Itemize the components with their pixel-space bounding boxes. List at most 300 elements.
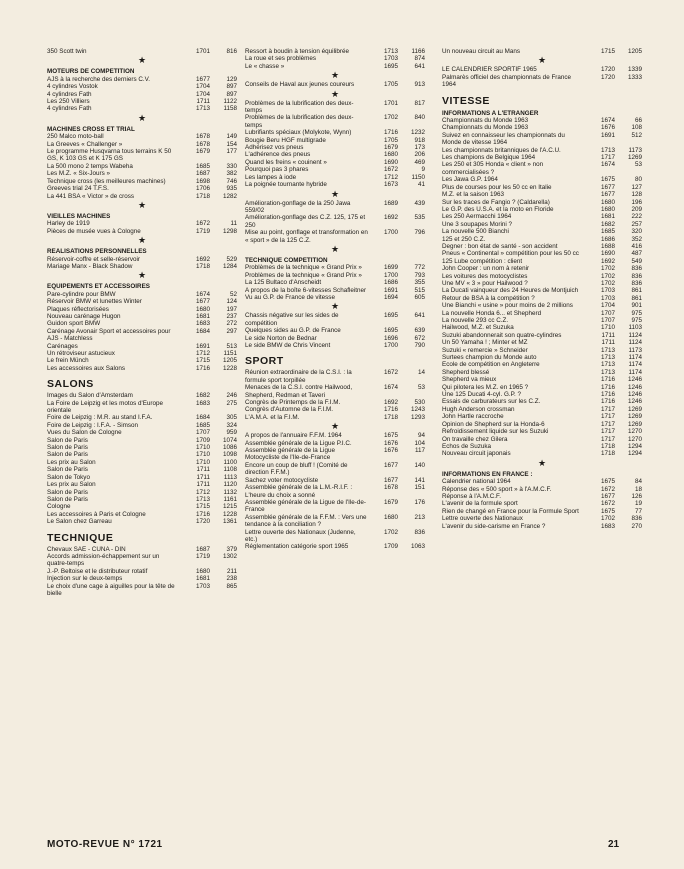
index-entry <box>47 133 237 140</box>
entry-title: Mise au point, gonflage et transformation en « sport » de la 125 C.Z. <box>245 229 368 244</box>
page-ref: 529 <box>226 255 237 263</box>
entry-title: Problèmes de la lubrification des deux-temps <box>245 114 354 129</box>
entry-title: Les accessoires aux Salons <box>47 364 126 372</box>
issue-number: 1688 <box>600 242 615 250</box>
index-entry <box>245 137 425 144</box>
entry-title: Le Salon chez Garreau <box>47 518 112 526</box>
index-entry <box>442 236 642 243</box>
issue-number: 1713 <box>600 146 615 154</box>
subsection-heading: REALISATIONS PERSONNELLES <box>47 248 147 256</box>
page-ref: 1122 <box>223 98 237 106</box>
entry-title: Le programme Husqvarna tous terrains K 50 GS, K 103 GS et K 175 GS <box>47 148 172 163</box>
entry-title: Le choix d'une cage à aiguilles pour la tête de bielle <box>47 582 175 597</box>
page-ref: 41 <box>417 181 425 189</box>
entry-title: Les voitures des motocyclistes <box>442 272 528 280</box>
issue-number: 1684 <box>195 414 210 422</box>
magazine-issue-label: MOTO-REVUE N° 1721 <box>47 839 163 850</box>
index-entry <box>442 428 642 435</box>
page-ref: 1282 <box>222 192 237 200</box>
page-ref: 1132 <box>223 488 237 496</box>
entry-title: Réponse à l'A.M.C.F. <box>442 492 501 500</box>
page-ref: 173 <box>414 144 425 152</box>
entry-title: Championnats du Monde 1963 <box>442 124 529 132</box>
index-entry <box>245 48 425 55</box>
index-entry <box>245 100 425 115</box>
issue-number: 1690 <box>600 250 615 258</box>
page-ref: 1269 <box>627 413 642 421</box>
page-ref: 918 <box>414 136 425 144</box>
entry-title: Chassis négative sur les sides de compétition <box>245 312 339 327</box>
page-ref: 530 <box>414 399 425 407</box>
issue-number: 1711 <box>196 466 210 474</box>
page-ref: 746 <box>226 177 237 185</box>
issue-number: 1685 <box>600 228 615 236</box>
issue-number: 1702 <box>600 279 615 287</box>
page-ref: 816 <box>226 48 237 55</box>
page-ref: 1298 <box>222 227 237 235</box>
page-ref: 151 <box>414 484 425 492</box>
issue-number: 1684 <box>195 327 210 335</box>
page-ref: 330 <box>226 162 237 170</box>
entry-title: 350 Scott twin <box>47 48 87 55</box>
issue-number: 1695 <box>383 312 398 320</box>
issue-number: 1696 <box>383 334 398 342</box>
star-divider-icon: ★ <box>330 243 340 254</box>
index-entry <box>245 181 425 188</box>
issue-number: 1683 <box>600 522 615 530</box>
index-entry <box>47 365 237 372</box>
issue-number: 1680 <box>195 567 210 575</box>
page-ref: 11 <box>230 220 237 228</box>
issue-number: 1710 <box>195 451 210 459</box>
entry-title: Accords admission-échappement sur un quatre-temps <box>47 552 160 568</box>
entry-title: J.-P. Beltoise et le distributeur rotatif <box>47 567 148 575</box>
page-ref: 196 <box>631 198 642 206</box>
index-entry <box>245 200 425 215</box>
entry-title: Menaces de la C.S.I. contre Hailwood, Shepherd, Redman et Taveri <box>245 384 353 399</box>
index-entry <box>442 384 642 391</box>
page-ref: 128 <box>631 191 642 199</box>
section-heading: SALONS <box>47 378 94 391</box>
issue-number: 1692 <box>383 399 398 407</box>
page-ref: 1284 <box>222 262 237 270</box>
issue-number: 1716 <box>195 510 210 518</box>
issue-number: 1712 <box>195 350 210 357</box>
index-entry <box>442 228 642 235</box>
page-ref: 9 <box>421 166 425 174</box>
index-entry <box>442 243 642 250</box>
page-ref: 513 <box>226 342 237 350</box>
page-ref: 1215 <box>222 503 237 511</box>
page-ref: 77 <box>634 507 642 515</box>
page-ref: 1173 <box>628 346 642 354</box>
entry-title: Refroidissement liquide sur les Suzuki <box>442 428 549 436</box>
issue-number: 1717 <box>600 413 615 421</box>
page-ref: 469 <box>414 158 425 166</box>
index-column-3 <box>442 48 642 530</box>
index-entry <box>47 444 237 451</box>
issue-number: 1716 <box>600 398 615 406</box>
issue-number: 1704 <box>195 83 210 91</box>
issue-number: 1720 <box>600 73 615 81</box>
page-ref: 297 <box>226 327 237 335</box>
issue-number: 1712 <box>195 488 210 496</box>
page-ref: 305 <box>226 414 237 422</box>
issue-number: 1677 <box>195 298 210 306</box>
page-ref: 270 <box>631 522 642 530</box>
entry-title: Bougie Beru HGF multigrade <box>245 136 326 144</box>
index-entry <box>442 421 642 428</box>
issue-number: 1713 <box>383 48 398 55</box>
entry-title: 4 cylindres Fath <box>47 90 92 98</box>
index-entry <box>245 264 425 271</box>
issue-number: 1675 <box>600 507 615 515</box>
entry-title: Congrès de Printemps de la F.I.M. <box>245 399 341 407</box>
issue-number: 1691 <box>600 131 615 139</box>
issue-number: 1677 <box>195 75 210 83</box>
page-ref: 672 <box>414 334 425 342</box>
index-entry <box>47 291 237 298</box>
index-entry <box>442 273 642 280</box>
issue-number: 1703 <box>600 287 615 295</box>
index-entry <box>47 481 237 488</box>
index-entry <box>47 306 237 313</box>
index-entry <box>245 440 425 447</box>
page-ref: 901 <box>631 302 642 310</box>
entry-title: La 441 BSA « Victor » de cross <box>47 192 135 200</box>
index-entry <box>47 553 237 568</box>
issue-number: 1717 <box>600 435 615 443</box>
page-ref: 935 <box>226 185 237 193</box>
entry-title: Une MV « 3 » pour Hailwood ? <box>442 279 528 287</box>
issue-number: 1672 <box>600 500 615 508</box>
index-entry <box>442 500 642 507</box>
subsection-heading: VIEILLES MACHINES <box>47 212 111 220</box>
index-entry <box>47 141 237 148</box>
page-ref: 94 <box>417 432 425 440</box>
subsection-heading: EQUIPEMENTS ET ACCESSOIRES <box>47 283 150 291</box>
issue-number: 1713 <box>195 495 210 503</box>
issue-number: 1691 <box>383 286 398 294</box>
issue-number: 1676 <box>600 124 615 132</box>
entry-title: Salon de Paris <box>47 495 88 503</box>
index-entry <box>245 279 425 286</box>
issue-number: 1711 <box>601 339 615 347</box>
entry-title: Essais de carburateurs sur les C.Z. <box>442 398 541 406</box>
entry-title: Echos de Suzuka <box>442 442 492 450</box>
issue-number: 1709 <box>383 543 398 551</box>
index-entry <box>47 148 237 163</box>
entry-title: La 125 Bultaco d'Anscheidt <box>245 279 322 287</box>
issue-number: 1716 <box>600 383 615 391</box>
issue-number: 1715 <box>195 503 210 511</box>
index-entry <box>245 166 425 173</box>
issue-number: 1672 <box>600 485 615 493</box>
entry-title: Le « chasse » <box>245 62 285 70</box>
page-ref: 817 <box>414 99 425 107</box>
page-ref: 1166 <box>411 48 425 55</box>
star-divider-icon: ★ <box>330 70 340 81</box>
issue-number: 1711 <box>196 481 210 489</box>
issue-number: 1717 <box>600 154 615 162</box>
issue-number: 1713 <box>600 368 615 376</box>
index-entry <box>442 310 642 317</box>
entry-title: Pièces de musée vues à Cologne <box>47 227 141 235</box>
index-entry <box>47 466 237 473</box>
index-entry <box>47 328 237 343</box>
page-ref: 149 <box>226 133 237 141</box>
entry-title: Sachez voter motocycliste <box>245 476 319 484</box>
issue-number: 1687 <box>195 545 210 553</box>
page-ref: 1228 <box>222 510 237 518</box>
index-entry <box>47 98 237 105</box>
index-entry <box>47 474 237 481</box>
issue-number: 1717 <box>600 420 615 428</box>
page-ref: 257 <box>631 220 642 228</box>
entry-title: Assemblée générale de la Ligue Motocycliste de l'Ile-de-France <box>245 447 335 462</box>
entry-title: Lettre ouverte des Nationaux (Judenne, etc.) <box>245 528 356 543</box>
star-divider-icon: ★ <box>137 112 147 123</box>
issue-number: 1713 <box>600 354 615 362</box>
page-ref: 1174 <box>628 361 642 369</box>
entry-title: Surtees champion du Monde auto <box>442 354 537 362</box>
issue-number: 1700 <box>383 229 398 237</box>
entry-title: Les prix au Salon <box>47 458 96 466</box>
issue-number: 1715 <box>195 357 210 365</box>
page-ref: 355 <box>414 279 425 287</box>
entry-title: Réservoir-coffre et selle-réservoir <box>47 255 140 263</box>
entry-title: Réponse des « 500 sport » à l'A.M.C.F. <box>442 485 552 493</box>
page-ref: 1173 <box>628 146 642 154</box>
index-entry <box>442 443 642 450</box>
page-ref: 84 <box>634 478 642 486</box>
issue-number: 1674 <box>600 161 615 169</box>
entry-title: Ressort à boudin à tension équilibrée <box>245 48 349 55</box>
entry-title: Greeves trial 24 T.F.S. <box>47 185 109 193</box>
entry-title: Carénage Avonair Sport et accessoires pour AJS - Matchless <box>47 327 171 343</box>
issue-number: 1702 <box>383 114 398 122</box>
page-ref: 80 <box>634 176 642 184</box>
issue-number: 1704 <box>600 302 615 310</box>
issue-number: 1703 <box>600 294 615 302</box>
index-entry <box>47 503 237 510</box>
page-ref: 320 <box>631 228 642 236</box>
entry-title: Salon de Paris <box>47 488 88 496</box>
page-ref: 1174 <box>628 368 642 376</box>
page-ref: 549 <box>631 257 642 265</box>
page-ref: 1246 <box>627 398 642 406</box>
entry-title: Les 250 et 305 Honda « client » non commercialisées ? <box>442 161 544 176</box>
page-ref: 126 <box>631 492 642 500</box>
issue-number: 1716 <box>600 391 615 399</box>
entry-title: Salon de Paris <box>47 466 88 474</box>
entry-title: Ecole de compétition en Angleterre <box>442 361 540 369</box>
entry-title: Lettre ouverte des Nationaux <box>442 515 523 523</box>
issue-number: 1695 <box>383 62 398 70</box>
index-entry <box>245 294 425 301</box>
issue-number: 1677 <box>600 183 615 191</box>
issue-number: 1679 <box>383 144 398 152</box>
issue-number: 1674 <box>600 117 615 125</box>
entry-title: Shepherd va mieux <box>442 376 497 384</box>
index-entry <box>442 295 642 302</box>
entry-title: Vu au G.P. de France de vitesse <box>245 293 335 301</box>
index-entry <box>47 256 237 263</box>
page-ref: 1246 <box>627 376 642 384</box>
page-ref: 1074 <box>222 436 237 444</box>
star-divider-icon: ★ <box>330 88 340 99</box>
page-ref: 246 <box>226 392 237 400</box>
index-entry <box>442 302 642 309</box>
entry-title: Pourquoi pas 3 phares <box>245 166 309 174</box>
index-entry <box>245 55 425 62</box>
page-ref: 211 <box>226 567 237 575</box>
index-entry <box>47 400 237 415</box>
issue-number: 1716 <box>195 364 210 372</box>
issue-number: 1685 <box>195 162 210 170</box>
index-entry <box>47 178 237 185</box>
index-entry <box>245 369 425 384</box>
page-ref: 154 <box>226 140 237 148</box>
page-ref: 1269 <box>627 405 642 413</box>
page-ref: 108 <box>631 124 642 132</box>
issue-number: 1683 <box>195 399 210 407</box>
issue-number: 1692 <box>600 257 615 265</box>
index-entry <box>47 313 237 320</box>
page-ref: 836 <box>631 265 642 273</box>
index-entry <box>442 508 642 515</box>
index-entry <box>442 48 642 55</box>
page-ref: 772 <box>414 264 425 272</box>
page-ref: 1086 <box>222 444 237 452</box>
issue-number: 1710 <box>600 324 615 332</box>
index-entry <box>442 369 642 376</box>
page-ref: 237 <box>226 312 237 320</box>
index-entry <box>442 413 642 420</box>
issue-number: 1681 <box>600 213 615 221</box>
entry-title: Les 250 Aermacchi 1964 <box>442 213 512 221</box>
issue-number: 1692 <box>383 214 398 222</box>
entry-title: AJS à la recherche des derniers C.V. <box>47 75 151 83</box>
index-entry <box>245 144 425 151</box>
index-entry <box>245 159 425 166</box>
issue-number: 1706 <box>195 185 210 193</box>
page-ref: 352 <box>631 235 642 243</box>
entry-title: 125 et 250 C.Z. <box>442 235 486 243</box>
index-entry <box>442 199 642 206</box>
issue-number: 1711 <box>196 98 210 106</box>
issue-number: 1715 <box>600 48 615 55</box>
entry-title: Conseils de Haval aux jeunes coureurs <box>245 81 355 89</box>
issue-number: 1713 <box>195 105 210 113</box>
index-entry <box>442 132 642 147</box>
page-ref: 1339 <box>627 66 642 74</box>
issue-number: 1675 <box>600 176 615 184</box>
entry-title: Salon de Paris <box>47 436 88 444</box>
index-entry <box>245 484 425 499</box>
index-entry <box>47 228 237 235</box>
page-ref: 209 <box>631 205 642 213</box>
entry-title: Une 125 Ducati 4-cyl. G.P. ? <box>442 391 521 399</box>
page-ref: 197 <box>226 305 237 313</box>
index-entry <box>245 129 425 136</box>
entry-title: Sur les traces de Fangio ? (Caldarella) <box>442 198 550 206</box>
page-ref: 913 <box>414 81 425 89</box>
entry-title: Assemblée générale de la F.F.M. : Vers une tendance à la conciliation ? <box>245 513 367 529</box>
issue-number: 1716 <box>383 406 398 414</box>
index-entry <box>245 287 425 294</box>
page-ref: 605 <box>414 293 425 301</box>
entry-title: Suzuki abandonnerait son quatre-cylindres <box>442 331 562 339</box>
entry-title: Assemblée générale de la L.M.-R.I.F. : L'heure du choix a sonné <box>245 484 353 499</box>
index-entry <box>442 154 642 161</box>
page-ref: 897 <box>226 83 237 91</box>
star-divider-icon: ★ <box>537 457 547 468</box>
index-entry <box>245 514 425 529</box>
star-divider-icon: ★ <box>330 421 340 432</box>
page-ref: 1150 <box>411 173 425 181</box>
index-entry <box>47 163 237 170</box>
entry-title: Palmarès officiel des championnats de France 1964 <box>442 73 572 89</box>
index-entry <box>47 357 237 364</box>
issue-number: 1700 <box>383 342 398 349</box>
entry-title: Les champions de Belgique 1964 <box>442 154 536 162</box>
issue-number: 1718 <box>600 442 615 450</box>
index-entry <box>442 317 642 324</box>
entry-title: Réunion extraordinaire de la C.S.I. : la formule sport torpillée <box>245 369 352 384</box>
entry-title: On travaille chez Gilera <box>442 435 508 443</box>
index-entry <box>442 339 642 346</box>
entry-title: Problèmes de la technique « Grand Prix » <box>245 264 362 272</box>
index-entry <box>442 258 642 265</box>
issue-number: 1705 <box>383 136 398 144</box>
issue-number: 1685 <box>195 421 210 429</box>
entry-title: Encore un coup de bluff ! (Comité de direction F.F.M.) <box>245 461 348 477</box>
index-column-2 <box>245 48 425 551</box>
issue-number: 1681 <box>195 575 210 583</box>
page-ref: 874 <box>414 55 425 63</box>
page-ref: 975 <box>631 317 642 324</box>
star-divider-icon: ★ <box>137 235 147 246</box>
index-entry <box>47 185 237 192</box>
entry-title: L'adhérence des pneus <box>245 151 311 159</box>
issue-number: 1675 <box>383 432 398 440</box>
index-entry <box>47 105 237 112</box>
page-ref: 1174 <box>628 354 642 362</box>
index-entry <box>442 191 642 198</box>
page-ref: 66 <box>634 117 642 125</box>
index-entry <box>47 298 237 305</box>
entry-title: Les M.Z. « Six-Jours » <box>47 170 110 178</box>
page-ref: 1270 <box>627 428 642 436</box>
entry-title: La 500 mono 2 temps Wabeha <box>47 162 133 170</box>
subsection-heading: MOTEURS DE COMPETITION <box>47 68 135 76</box>
issue-number: 1674 <box>195 290 210 298</box>
issue-number: 1702 <box>600 515 615 523</box>
index-entry <box>245 432 425 439</box>
issue-number: 1679 <box>195 148 210 156</box>
entry-title: Hailwood, M.Z. et Suzuka <box>442 324 514 332</box>
issue-number: 1676 <box>383 447 398 455</box>
page-ref: 52 <box>229 290 237 298</box>
index-entry <box>442 450 642 457</box>
entry-title: Plaques réflectorisées <box>47 305 109 313</box>
issue-number: 1716 <box>600 376 615 384</box>
entry-title: Nouveau circuit japonais <box>442 450 511 458</box>
entry-title: Foire de Leipzig : I.F.A. - Simson <box>47 421 138 429</box>
index-entry <box>245 462 425 477</box>
entry-title: Problèmes de la lubrification des deux-temps <box>245 99 354 115</box>
